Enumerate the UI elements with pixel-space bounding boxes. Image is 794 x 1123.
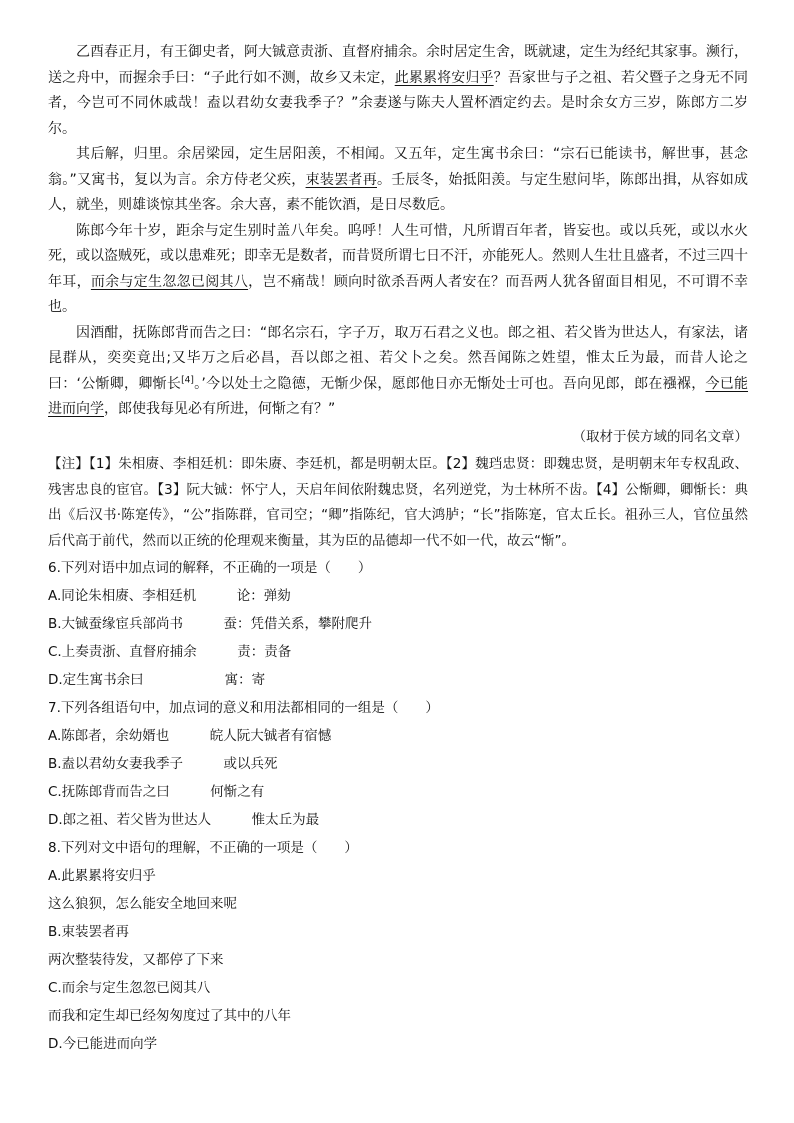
question-6-option-a[interactable]: A.同论朱相赓、李相廷机 论：弹劾 (48, 588, 291, 604)
question-7 (48, 694, 748, 834)
underlined-sentence-2: 束装罢者再 (305, 171, 377, 188)
question-7-option-a[interactable]: A.陈郎者，余幼婿也 皖人阮大铖者有宿憾 (48, 728, 332, 744)
question-6-option-d[interactable]: D.定生寓书余曰 寓：寄 (48, 672, 266, 688)
paragraph-1-text-b: ？吾家世与子之祖、若父暨子之身无不同者，今岂可不同休戚哉！盍以君幼女妻我季子？”余妻遂与陈夫人置杯酒定约去。是时余女方三岁，陈郎方二岁尔。 (48, 69, 748, 137)
question-8 (48, 834, 748, 1058)
question-8-option-b[interactable]: B.束装罢者再 (48, 924, 130, 940)
questions (48, 554, 748, 1058)
paragraph-1 (48, 40, 748, 142)
source-attribution: （取材于侯方域的同名文章） (572, 428, 748, 445)
paragraph-4-text-a: 因酒酣，抚陈郎背而告之曰：“郎名宗石，字子万，取万石君之义也。郎之祖、若父皆为世达人，有家法，诸昆群从，奕奕竟出;又毕万之后必昌，吾以郎之祖、若父卜之矣。然吾闻陈之姓望，惟太丘为最，而昔人论之曰：‘公惭卿，卿惭长 (48, 324, 748, 392)
paragraph-4-text-c: 。’今以处士之隐德，无惭少保，愿郎他日亦无惭处士可也。吾向见郎，郎在襁褓， (193, 375, 706, 392)
question-8-stem: 8.下列对文中语句的理解，不正确的一项是（ ） (48, 840, 358, 856)
reading-passage (48, 40, 748, 1058)
footnotes: 【注】【1】朱相赓、李相廷机：即朱赓、李廷机，都是明朝太臣。【2】魏珰忠贤：即魏忠贤，是明朝末年专权乱政、残害忠良的宦官。【3】阮大铖：怀宁人，天启年间依附魏忠贤，名列逆党，为士林所不齿。【4】公惭卿，卿惭长：典出《后汉书·陈寔传》，“公”指陈群，官司空；“卿”指陈纪，官大鸿胪；“长”指陈寔，官太丘长。祖孙三人，官位虽然后代高于前代，然而以正统的伦理观来衡量，其为臣的品德却一代不如一代，故云“惭”。 (48, 456, 748, 549)
question-6-stem: 6.下列对语中加点词的解释，不正确的一项是（ ） (48, 560, 372, 576)
question-6-option-c[interactable]: C.上奏责浙、直督府捕余 责：责备 (48, 644, 292, 660)
paragraph-2-text-b: 。壬辰冬，始抵阳羡。与定生慰问毕，陈郎出揖，从容如成人，就坐，则雄谈惊其坐客。余大喜，素不能饮酒，是日尽数卮。 (48, 171, 748, 213)
question-6 (48, 554, 748, 694)
paragraph-2-text-a: 其后解，归里。余居梁园，定生居阳羡，不相闻。又五年，定生寓书余曰：“宗石已能读书，解世事，甚念翁。”又寓书，复以为言。余方侍老父疾， (48, 146, 748, 188)
underlined-sentence-4: 今已能进而向学 (48, 375, 749, 417)
paragraph-3-text-b: ，岂不痛哉！顾向时欲杀吾两人者安在？而吾两人犹各留面目相见，不可谓不幸也。 (48, 273, 749, 315)
question-7-option-c[interactable]: C.抚陈郎背而告之曰 何惭之有 (48, 784, 265, 800)
paragraph-3 (48, 219, 748, 321)
question-7-option-b[interactable]: B.盍以君幼女妻我季子 或以兵死 (48, 756, 278, 772)
question-7-stem: 7.下列各组语句中，加点词的意义和用法都相同的一组是（ ） (48, 700, 439, 716)
question-8-option-d[interactable]: D.今已能进而向学 (48, 1036, 158, 1052)
footnote-marker: [4] (181, 374, 194, 385)
question-8-option-a[interactable]: A.此累累将安归乎 (48, 868, 156, 884)
underlined-sentence-3: 而余与定生忽忽已阅其八 (90, 273, 249, 290)
question-7-option-d[interactable]: D.郎之祖、若父皆为世达人 惟太丘为最 (48, 812, 320, 828)
paragraph-2 (48, 142, 748, 219)
question-6-option-b[interactable]: B.大铖蚕缘宦兵部尚书 蚕：凭借关系，攀附爬升 (48, 616, 373, 632)
paragraph-1-text-a: 乙酉春正月，有王御史者，阿大铖意责浙、直督府捕余。余时居定生舍，既就逮，定生为经纪其家事。濒行，送之舟中，而握余手曰：“子此行如不测，故乡又未定， (48, 44, 748, 86)
paragraph-4-text-b: ，郎使我每见必有所进，何惭之有？” (104, 401, 336, 417)
question-8-option-c-answer: 而我和定生却已经匆匆度过了其中的八年 (48, 1008, 291, 1024)
paragraph-4 (48, 321, 748, 423)
question-8-option-c[interactable]: C.而余与定生忽忽已阅其八 (48, 980, 211, 996)
question-8-option-a-answer: 这么狼狈，怎么能安全地回来呢 (48, 896, 237, 912)
underlined-sentence-1: 此累累将安归乎 (394, 69, 494, 86)
question-8-option-b-answer: 两次整装待发，又都停了下来 (48, 952, 224, 968)
paragraph-3-text-a: 陈郎今年十岁，距余与定生别时盖八年矣。呜呼！人生可惜，凡所谓百年者，皆妄也。或以兵死，或以水火死，或以盗贼死，或以患难死；即幸无是数者，而昔贤所谓七日不汗，亦能死人。然则人生壮且盛者，不过三四十年耳， (48, 222, 748, 290)
